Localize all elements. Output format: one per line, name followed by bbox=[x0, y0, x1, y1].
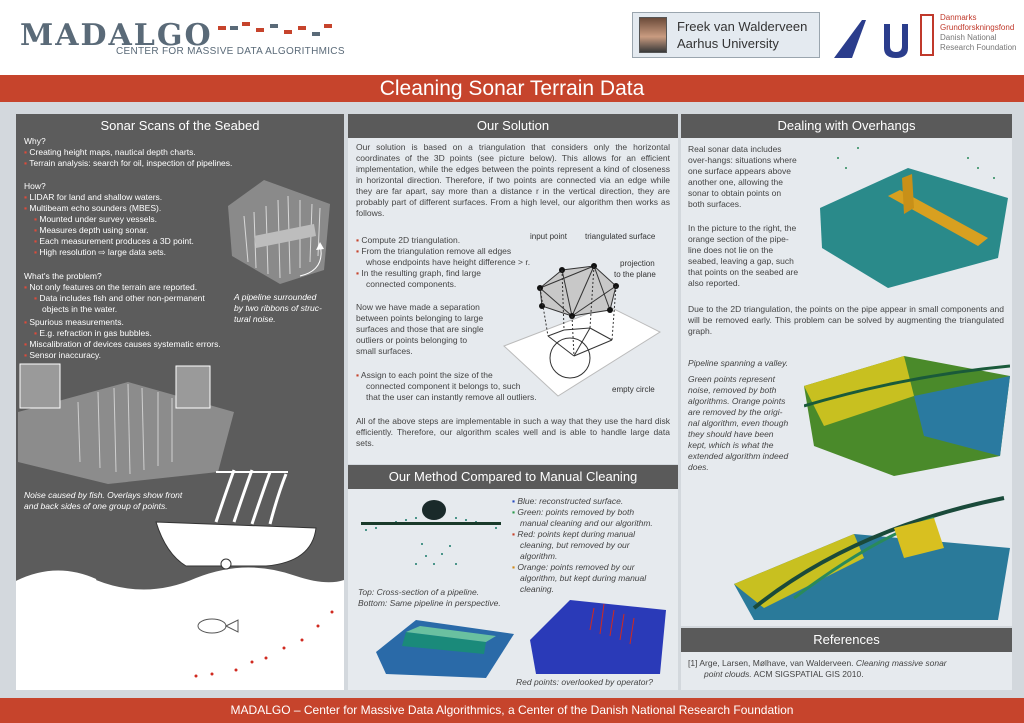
overhang-para-2: In the picture to the right, the orange section of the pipe- line does not lie on the seabed, leaving a gap, such that points on the seabed are also reported. bbox=[688, 223, 799, 288]
author-box bbox=[632, 12, 820, 58]
assign-3: that the user can instantly remove all outliers. bbox=[366, 392, 537, 402]
why-label: Why? bbox=[24, 136, 46, 146]
author-name: Freek van Walderveen bbox=[677, 19, 808, 34]
overhang-para-3: Due to the 2D triangulation, the points on the pipe appear in small components and will be removed early. This problem can be solved by augmenting the triangulated graph. bbox=[688, 304, 1004, 336]
label-projection: projection bbox=[620, 259, 655, 268]
pipeline-cross-section-image bbox=[356, 494, 506, 578]
separation-1: Now we have made a separation bbox=[356, 302, 480, 312]
problem-item-3: ▪ Miscalibration of devices causes systematic errors. bbox=[24, 339, 221, 349]
references-heading: References bbox=[681, 628, 1012, 652]
logo-subtitle: CENTER FOR MASSIVE DATA ALGORITHMICS bbox=[116, 46, 345, 57]
aarhus-university-logo bbox=[832, 16, 912, 60]
comparison-legend: ▪ Blue: reconstructed surface. ▪ Green: points removed by both manual cleaning and our algorithm. ▪ Red: points kept during manual cleaning, but removed by our algorithm. ▪ Orange: points removed by our algorithm, but kept during manual cleaning. bbox=[512, 496, 674, 595]
assign-2: connected component it belongs to, such bbox=[366, 381, 521, 391]
red-points-image bbox=[530, 600, 666, 674]
how-sub-2: ▪ Measures depth using sonar. bbox=[34, 225, 149, 235]
legend-orange: ▪ Orange: points removed by our bbox=[512, 562, 635, 572]
separation-2: between points belonging to large bbox=[356, 313, 484, 323]
fish-caption-1: Noise caused by fish. Overlays show front bbox=[24, 490, 183, 500]
solution-intro: Our solution is based on a triangulation that considers only the horizontal coordinates of the 3D points (see picture below). This allows for an efficient implementation, while the edges between the points represent a kind of closeness in horizontal direction. Therefore, if two points are connected via an edge while they are far apart, say more than a distance r in the vertical direction, they are probably part of different surfaces. From a high level, our algorithm then works as follows. bbox=[356, 142, 670, 218]
fish-caption-2: and back sides of one group of points. bbox=[24, 501, 168, 511]
reference-1: [1] Arge, Larsen, Mølhave, van Walderveen. Cleaning massive sonar point clouds. ACM SIGSPATIAL GIS 2010. bbox=[688, 658, 947, 679]
valley-image-top bbox=[804, 346, 1010, 476]
how-item-1: ▪ LIDAR for land and shallow waters. bbox=[24, 192, 163, 202]
separation-5: small surfaces. bbox=[356, 346, 413, 356]
how-item-2: ▪ Multibeam echo sounders (MBES). bbox=[24, 203, 162, 213]
problem-item-2: ▪ Spurious measurements. bbox=[24, 317, 124, 327]
footer-text: MADALGO – Center for Massive Data Algorithmics, a Center of the Danish National Research Foundation bbox=[230, 703, 794, 717]
dnrf-text: Danmarks Grundforskningsfond Danish National Research Foundation bbox=[940, 13, 1017, 52]
header bbox=[0, 0, 1024, 75]
caption-top: Top: Cross-section of a pipeline. bbox=[358, 587, 480, 597]
separation-3: surfaces and those that are single bbox=[356, 324, 484, 334]
label-to-the-plane: to the plane bbox=[614, 270, 656, 279]
step-2: ▪ From the triangulation remove all edges bbox=[356, 246, 512, 256]
dnrf-logo bbox=[920, 14, 934, 56]
valley-image-bottom bbox=[734, 488, 1010, 620]
how-label: How? bbox=[24, 181, 46, 191]
solution-closing: All of the above steps are implementable in such a way that they use the hard disk efficiently. Therefore, our algorithm scales well and is able to handle large data sets. bbox=[356, 416, 670, 448]
logo-dashes-icon bbox=[218, 20, 333, 44]
valley-title: Pipeline spanning a valley. bbox=[688, 358, 789, 368]
problem-sub-2: ▪ E.g. refraction in gas bubbles. bbox=[34, 328, 152, 338]
our-solution-heading: Our Solution bbox=[348, 114, 678, 138]
survey-boat-illustration bbox=[16, 462, 344, 690]
problem-item-1: ▪ Not only features on the terrain are reported. bbox=[24, 282, 198, 292]
why-item-2: ▪ Terrain analysis: search for oil, inspection of pipelines. bbox=[24, 158, 233, 168]
pipeline-perspective-image bbox=[376, 612, 514, 678]
caption-bottom: Bottom: Same pipeline in perspective. bbox=[358, 598, 501, 608]
legend-blue: ▪ Blue: reconstructed surface. bbox=[512, 496, 624, 506]
problem-sub-1: ▪ Data includes fish and other non-permanent bbox=[34, 293, 205, 303]
overhangs-heading: Dealing with Overhangs bbox=[681, 114, 1012, 138]
problem-item-4: ▪ Sensor inaccuracy. bbox=[24, 350, 102, 360]
pipeline-caption-3: tural noise. bbox=[234, 314, 276, 324]
problem-label: What's the problem? bbox=[24, 271, 102, 281]
label-empty-circle: empty circle bbox=[612, 385, 655, 394]
how-sub-3: ▪ Each measurement produces a 3D point. bbox=[34, 236, 194, 246]
problem-sub-1b: objects in the water. bbox=[42, 304, 118, 314]
author-photo bbox=[639, 17, 667, 53]
legend-red: ▪ Red: points kept during manual bbox=[512, 529, 636, 539]
step-3: ▪ In the resulting graph, find large bbox=[356, 268, 481, 278]
overhang-para-1: Real sonar data includes over-hangs: situations where one surface appears above another one, allowing the sonar to obtain points on both surfaces. bbox=[688, 144, 797, 209]
how-sub-4: ▪ High resolution ⇨ large data sets. bbox=[34, 247, 167, 257]
method-comparison-heading: Our Method Compared to Manual Cleaning bbox=[348, 465, 678, 489]
sonar-scans-heading: Sonar Scans of the Seabed bbox=[16, 114, 344, 138]
pipeline-caption-1: A pipeline surrounded bbox=[234, 292, 317, 302]
assign-1: ▪ Assign to each point the size of the bbox=[356, 370, 493, 380]
legend-green: ▪ Green: points removed by both bbox=[512, 507, 635, 517]
caption-red-points: Red points: overlooked by operator? bbox=[516, 677, 654, 687]
arrow-icon bbox=[290, 240, 330, 280]
madalgo-logo: MADALGO bbox=[20, 18, 213, 53]
author-affiliation: Aarhus University bbox=[677, 36, 779, 51]
label-input-point: input point bbox=[530, 232, 567, 241]
step-1: ▪ Compute 2D triangulation. bbox=[356, 235, 461, 245]
why-item-1: ▪ Creating height maps, nautical depth charts. bbox=[24, 147, 196, 157]
how-sub-1: ▪ Mounted under survey vessels. bbox=[34, 214, 158, 224]
separation-4: outliers or points belonging to bbox=[356, 335, 468, 345]
overhang-pipeline-image bbox=[818, 138, 1010, 290]
step-3-cont: connected components. bbox=[366, 279, 457, 289]
poster-title: Cleaning Sonar Terrain Data bbox=[379, 77, 645, 100]
pipeline-caption-2: by two ribbons of struc- bbox=[234, 303, 322, 313]
label-triangulated-surface: triangulated surface bbox=[585, 232, 656, 241]
step-2-cont: whose endpoints have height difference > r. bbox=[366, 257, 531, 267]
valley-description: Green points represent noise, removed by both algorithms. Orange points are removed by the origi- nal algorithm, even though they should have been kept, which is what the extended algorithm indeed does. bbox=[688, 374, 789, 472]
